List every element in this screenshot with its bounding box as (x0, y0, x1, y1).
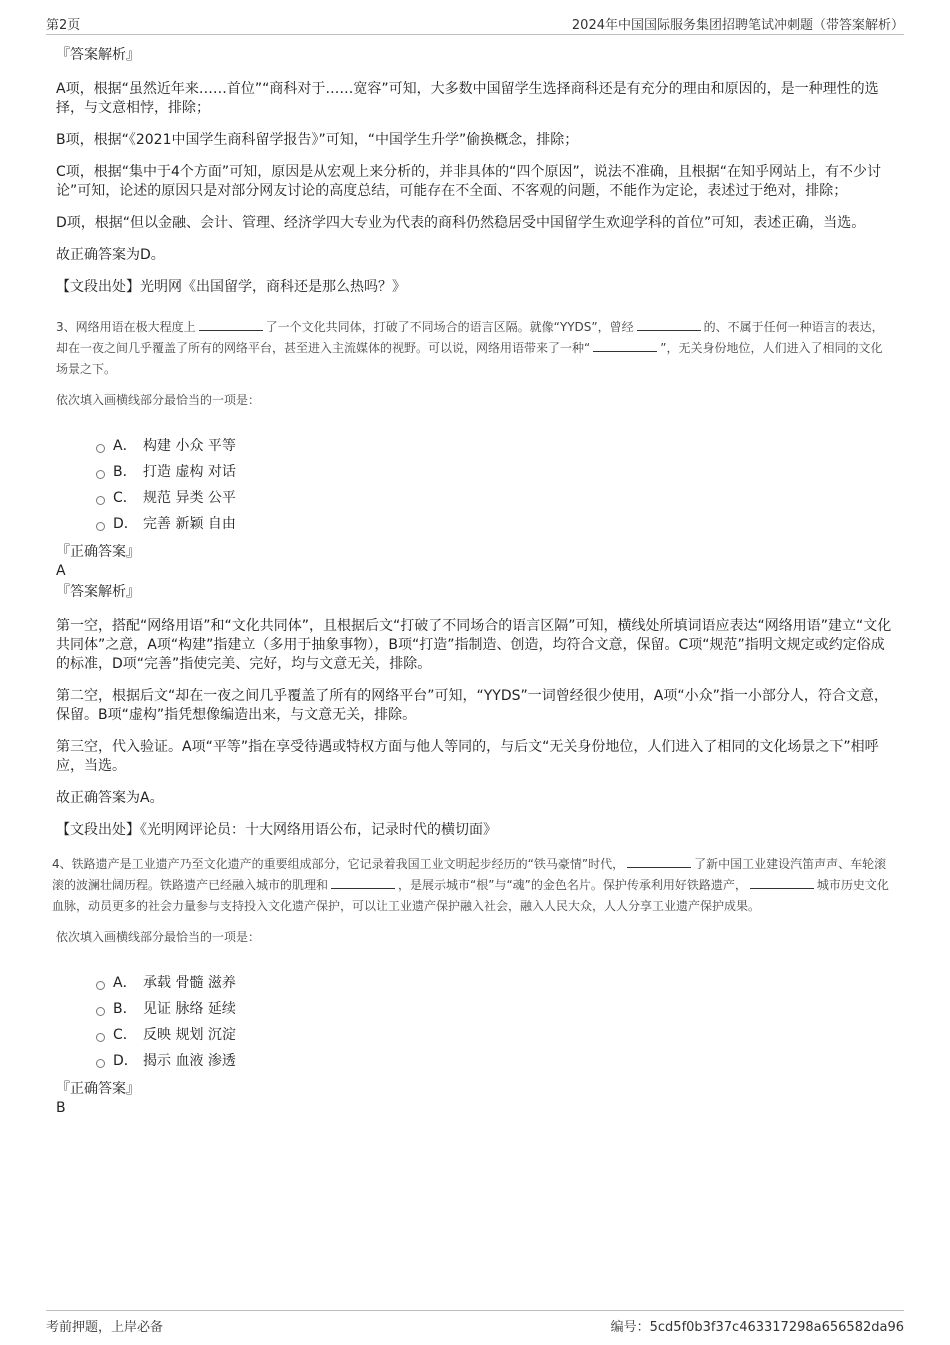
radio-icon[interactable] (96, 981, 105, 990)
correct-answer: B (56, 1100, 66, 1116)
radio-icon[interactable] (96, 470, 105, 479)
page-header (46, 12, 904, 35)
blank-line (593, 339, 657, 352)
blank-line (331, 876, 395, 889)
document-title: 2024年中国国际服务集团招聘笔试冲刺题（带答案解析） (571, 18, 904, 33)
option-b[interactable]: B． 打造 虚构 对话 (96, 459, 892, 485)
option-d[interactable]: D． 完善 新颖 自由 (96, 511, 892, 537)
option-list (96, 970, 892, 1074)
page-footer (46, 1310, 904, 1335)
document-code: 编号：5cd5f0b3f37c463317298a656582da96 (610, 1320, 904, 1335)
analysis-paragraph: D项，根据“但以金融、会计、管理、经济学四大专业为代表的商科仍然稳居受中国留学生欢迎学科的首位”可知，表述正确，当选。 (56, 215, 866, 231)
blank-line (637, 318, 701, 331)
analysis-paragraph: B项，根据“《2021中国学生商科留学报告》”可知，“中国学生升学”偷换概念，排除； (56, 132, 579, 148)
option-c[interactable]: C． 反映 规划 沉淀 (96, 1022, 892, 1048)
option-b[interactable]: B． 见证 脉络 延续 (96, 996, 892, 1022)
radio-icon[interactable] (96, 1033, 105, 1042)
question-stem: 4、铁路遗产是工业遗产乃至文化遗产的重要组成部分，它记录着我国工业文明起步经历的“铁马豪情”时代， 了新中国工业建设汽笛声声、车轮滚滚的波澜壮阔历程。铁路遗产已经融入城市的肌理和 ，是展示城市“根”与“魂”的金色名片。保护传承利用好铁路遗产， 城市历史文化血脉，动员更多的社会力量参与支持投入文化遗产保护，可以让工业遗产保护融入社会，融入人民大众，人人分享工业遗产保护成果。 (52, 857, 889, 913)
page-number: 第2页 (46, 18, 81, 33)
footer-slogan: 考前押题，上岸必备 (46, 1320, 164, 1335)
radio-icon[interactable] (96, 496, 105, 505)
option-a[interactable]: A． 构建 小众 平等 (96, 433, 892, 459)
analysis-paragraph: 第三空，代入验证。A项“平等”指在享受待遇或特权方面与他人等同的，与后文“无关身份地位，人们进入了相同的文化场景之下”相呼应，当选。 (56, 739, 879, 774)
correct-answer-label: 『正确答案』 (56, 544, 140, 560)
page-content (52, 46, 892, 1120)
option-list (96, 433, 892, 537)
correct-answer: A (56, 563, 66, 579)
analysis-paragraph: 第二空，根据后文“却在一夜之间几乎覆盖了所有的网络平台”可知，“YYDS”一词曾经很少使用，A项“小众”指一小部分人，符合文意，保留。B项“虚构”指凭想像编造出来，与文意无关，排除。 (56, 688, 888, 723)
analysis-paragraph: C项，根据“集中于4个方面”可知，原因是从宏观上来分析的，并非具体的“四个原因”，说法不准确，且根据“在知乎网站上，有不少讨论”可知，论述的原因只是对部分网友讨论的高度总结，可能存在不全面、不客观的问题，不能作为定论，表述过于绝对，排除； (56, 164, 881, 199)
blank-line (199, 318, 263, 331)
analysis-label: 『答案解析』 (56, 47, 140, 63)
option-c[interactable]: C． 规范 异类 公平 (96, 485, 892, 511)
radio-icon[interactable] (96, 1007, 105, 1016)
blank-line (750, 876, 814, 889)
option-a[interactable]: A． 承载 骨髓 滋养 (96, 970, 892, 996)
final-answer: 故正确答案为A。 (56, 790, 164, 806)
question-prompt: 依次填入画横线部分最恰当的一项是： (56, 393, 261, 407)
question-prompt: 依次填入画横线部分最恰当的一项是： (56, 930, 261, 944)
radio-icon[interactable] (96, 444, 105, 453)
analysis-paragraph: 第一空，搭配“网络用语”和“文化共同体”，且根据后文“打破了不同场合的语言区隔”可知，横线处所填词语应表达“网络用语”建立“文化共同体”之意，A项“构建”指建立（多用于抽象事物），B项“打造”指制造、创造，均符合文意，保留。C项“规范”指明文规定或约定俗成的标准，D项“完善”指使完美、完好，均与文意无关，排除。 (56, 618, 892, 672)
final-answer: 故正确答案为D。 (56, 247, 165, 263)
analysis-label: 『答案解析』 (56, 584, 140, 600)
source-citation: 【文段出处】光明网《出国留学，商科还是那么热吗？》 (56, 279, 406, 295)
analysis-paragraph: A项，根据“虽然近年来……首位”“商科对于……宽容”可知，大多数中国留学生选择商科还是有充分的理由和原因的，是一种理性的选择，与文意相悖，排除； (56, 81, 879, 116)
blank-line (627, 855, 691, 868)
correct-answer-label: 『正确答案』 (56, 1081, 140, 1097)
option-d[interactable]: D． 揭示 血液 渗透 (96, 1048, 892, 1074)
source-citation: 【文段出处】《光明网评论员：十大网络用语公布，记录时代的横切面》 (56, 822, 497, 838)
radio-icon[interactable] (96, 1059, 105, 1068)
radio-icon[interactable] (96, 522, 105, 531)
question-stem: 3、网络用语在极大程度上 了一个文化共同体，打破了不同场合的语言区隔。就像“YYDS”，曾经 的、不属于任何一种语言的表达，却在一夜之间几乎覆盖了所有的网络平台，甚至进入主流媒体的视野。可以说，网络用语带来了一种“ ”，无关身份地位，人们进入了相同的文化场景之下。 (56, 320, 884, 376)
